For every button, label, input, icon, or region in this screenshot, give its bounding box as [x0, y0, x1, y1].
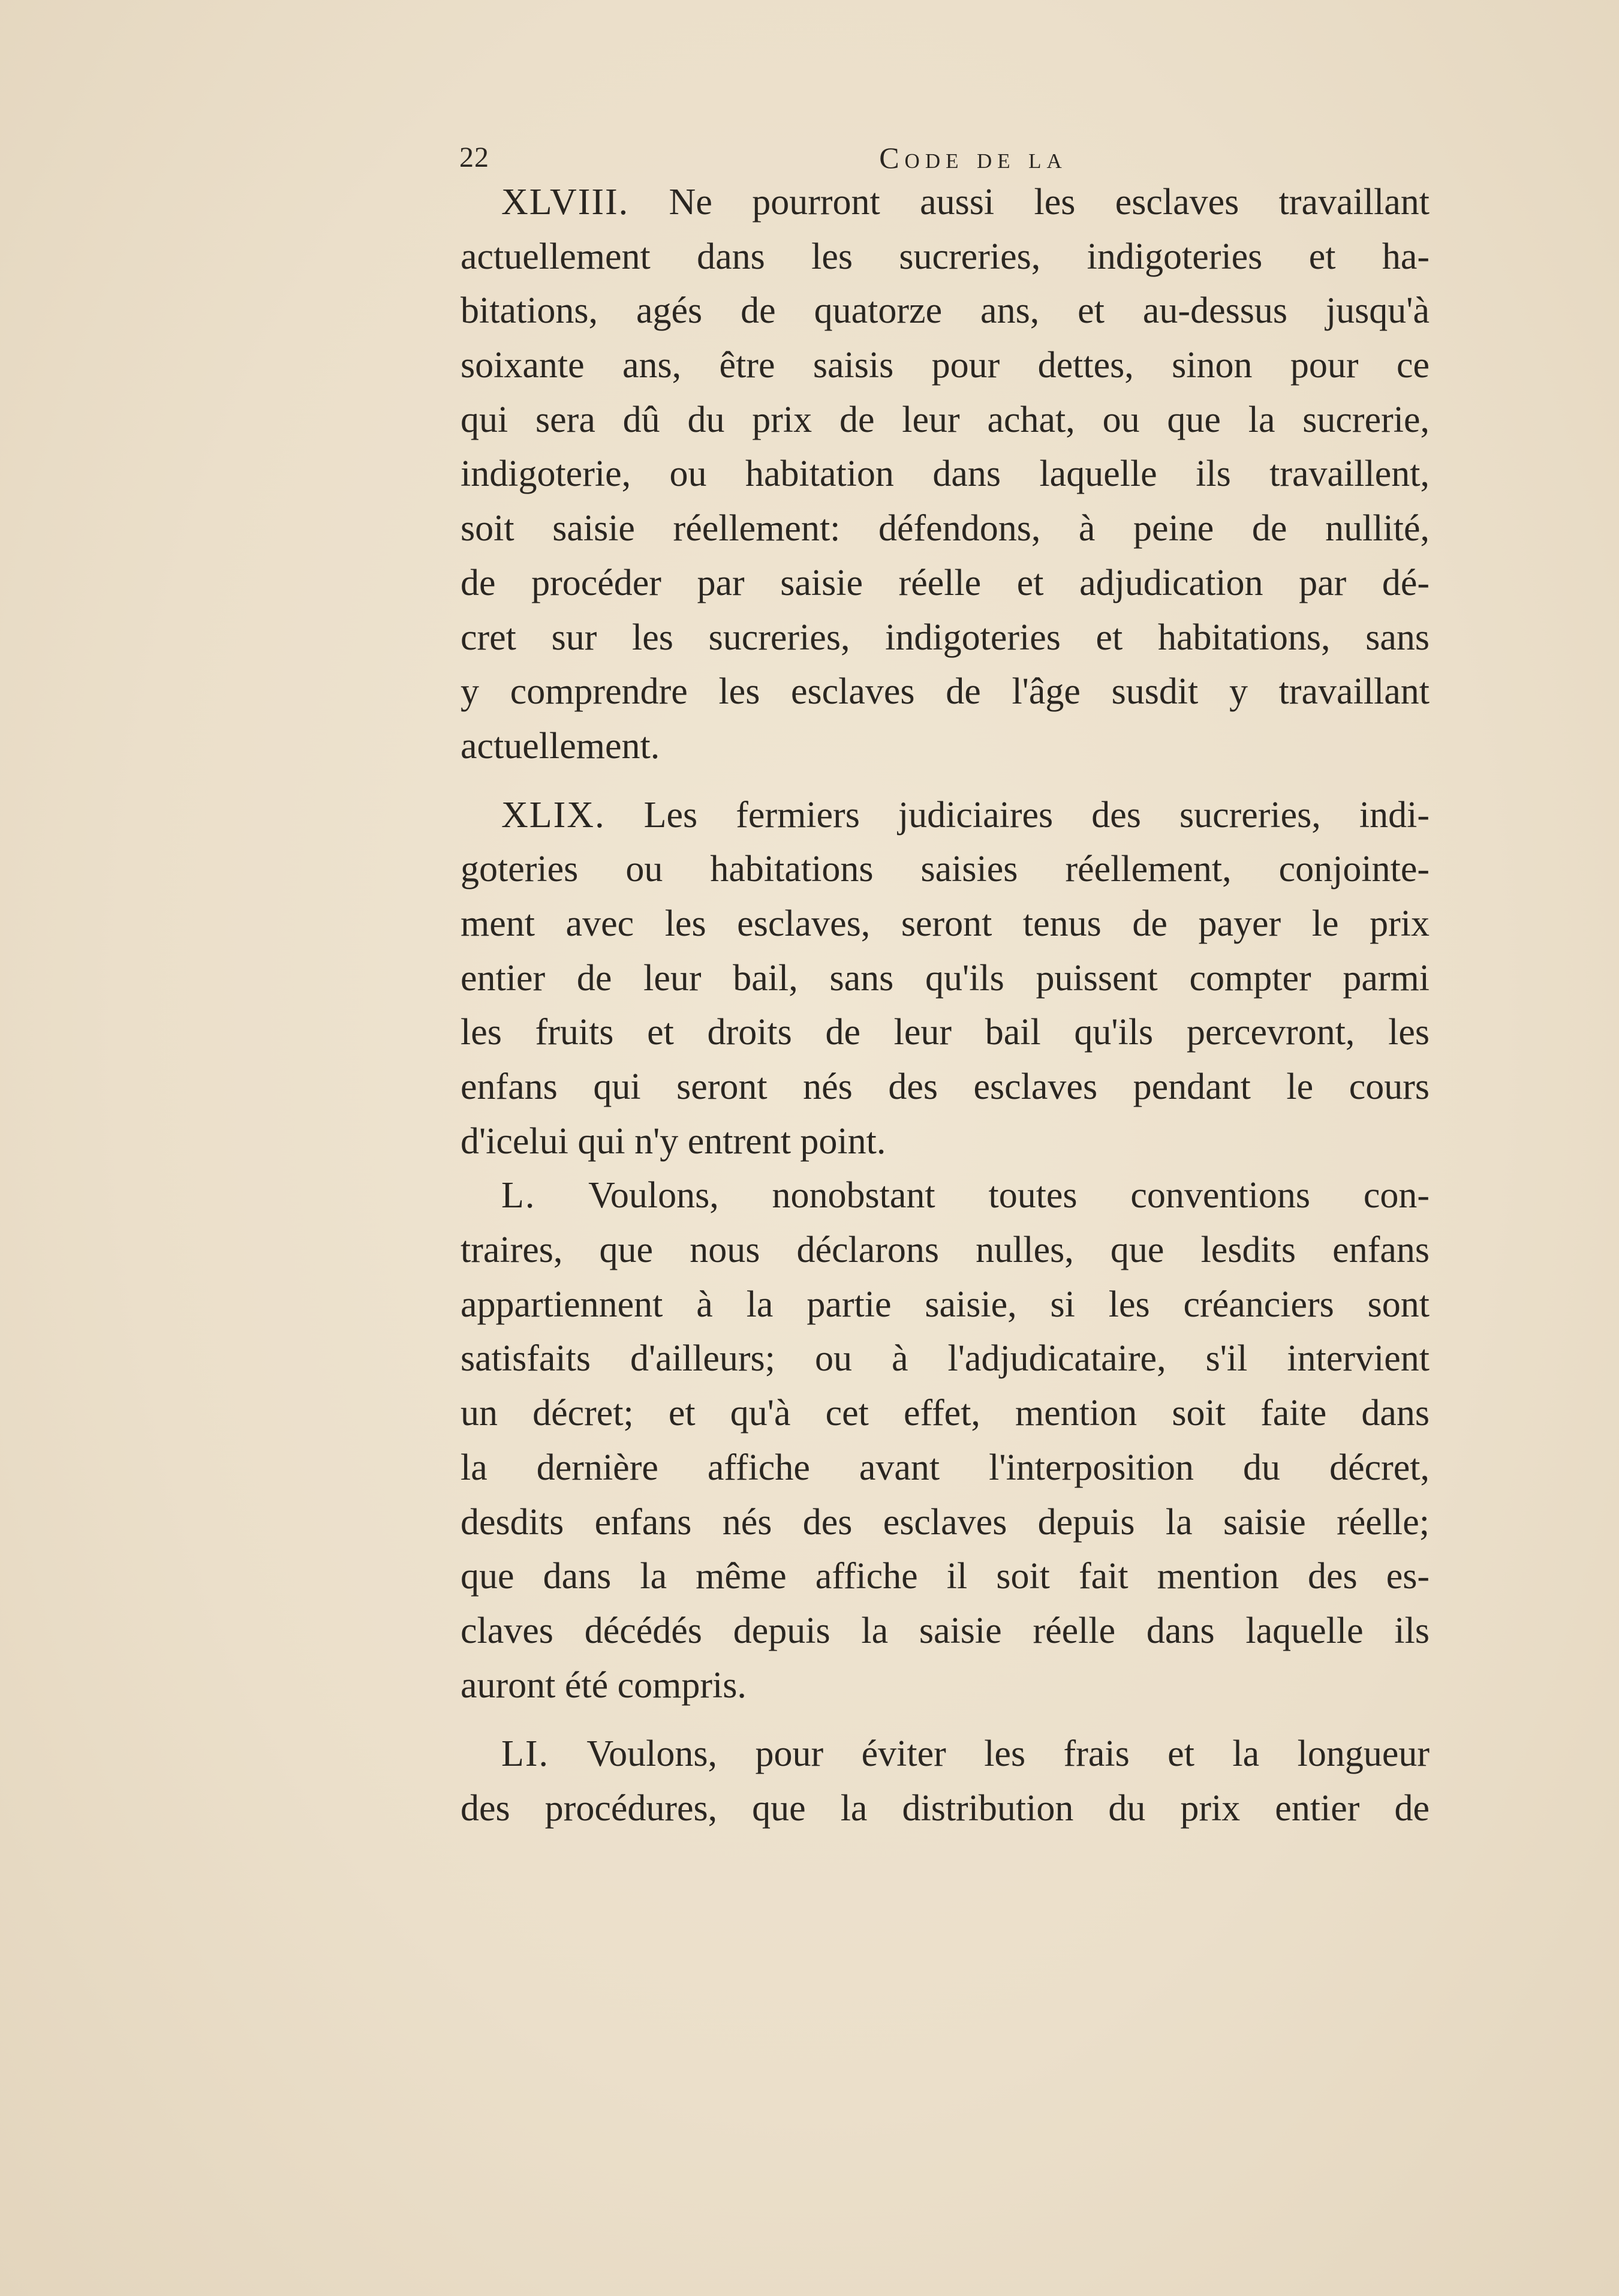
article-l [461, 1168, 1430, 1712]
text-line: indigoterie, ou habitation dans laquelle ils travaillent, [461, 453, 1430, 495]
text-line: un décret; et qu'à cet effet, mention soit faite dans [461, 1393, 1430, 1434]
running-head [459, 137, 1433, 179]
text-line: bitations, agés de quatorze ans, et au-dessus jusqu'à [461, 290, 1430, 332]
text-line: d'icelui qui n'y entrent point. [461, 1120, 886, 1162]
text-line: actuellement. [461, 725, 660, 767]
text-line: y comprendre les esclaves de l'âge susdit y travaillant [461, 671, 1430, 713]
text-line: ment avec les esclaves, seront tenus de payer le prix [461, 903, 1430, 944]
page-number: 22 [459, 142, 489, 173]
text-line: LI. Voulons, pour éviter les frais et la longueur [501, 1733, 1430, 1775]
text-line: de procéder par saisie réelle et adjudication par dé- [461, 562, 1430, 603]
text-line: qui sera dû du prix de leur achat, ou que la sucrerie, [461, 399, 1430, 440]
article-xlix [461, 788, 1430, 1169]
text-line: des procédures, que la distribution du prix entier de [461, 1787, 1430, 1829]
text-line: soit saisie réellement: défendons, à peine de nullité, [461, 508, 1430, 549]
running-title: Code de la [879, 141, 1067, 175]
article-number: XLIX. [501, 794, 606, 836]
text-line: satisfaits d'ailleurs; ou à l'adjudicataire, s'il intervient [461, 1338, 1430, 1380]
article-number: L. [501, 1175, 536, 1216]
article-li [461, 1727, 1430, 1835]
text-line: les fruits et droits de leur bail qu'ils percevront, les [461, 1012, 1430, 1053]
text-line: appartiennent à la partie saisie, si les créanciers sont [461, 1284, 1430, 1325]
text-line: actuellement dans les sucreries, indigoteries et ha- [461, 236, 1430, 277]
text-line: XLVIII. Ne pourront aussi les esclaves travaillant [501, 182, 1430, 223]
body-text [461, 175, 1430, 1836]
text-line: que dans la même affiche il soit fait mention des es- [461, 1556, 1430, 1597]
text-line: auront été compris. [461, 1664, 747, 1706]
text-line: L. Voulons, nonobstant toutes conventions con- [501, 1175, 1430, 1216]
text-line: traires, que nous déclarons nulles, que lesdits enfans [461, 1230, 1430, 1271]
article-number: LI. [501, 1733, 550, 1775]
text-line: soixante ans, être saisis pour dettes, sinon pour ce [461, 345, 1430, 386]
text-line: claves décédés depuis la saisie réelle dans laquelle ils [461, 1610, 1430, 1651]
text-line: enfans qui seront nés des esclaves pendant le cours [461, 1066, 1430, 1107]
text-line: desdits enfans nés des esclaves depuis la saisie réelle; [461, 1501, 1430, 1543]
article-number: XLVIII. [501, 182, 630, 223]
text-line: XLIX. Les fermiers judiciaires des sucreries, indi- [501, 794, 1430, 836]
text-line: entier de leur bail, sans qu'ils puissent compter parmi [461, 957, 1430, 999]
text-line: goteries ou habitations saisies réellement, conjointe- [461, 849, 1430, 890]
text-line: la dernière affiche avant l'interposition du décret, [461, 1447, 1430, 1488]
text-line: cret sur les sucreries, indigoteries et habitations, sans [461, 617, 1430, 658]
article-xlviii [461, 175, 1430, 774]
